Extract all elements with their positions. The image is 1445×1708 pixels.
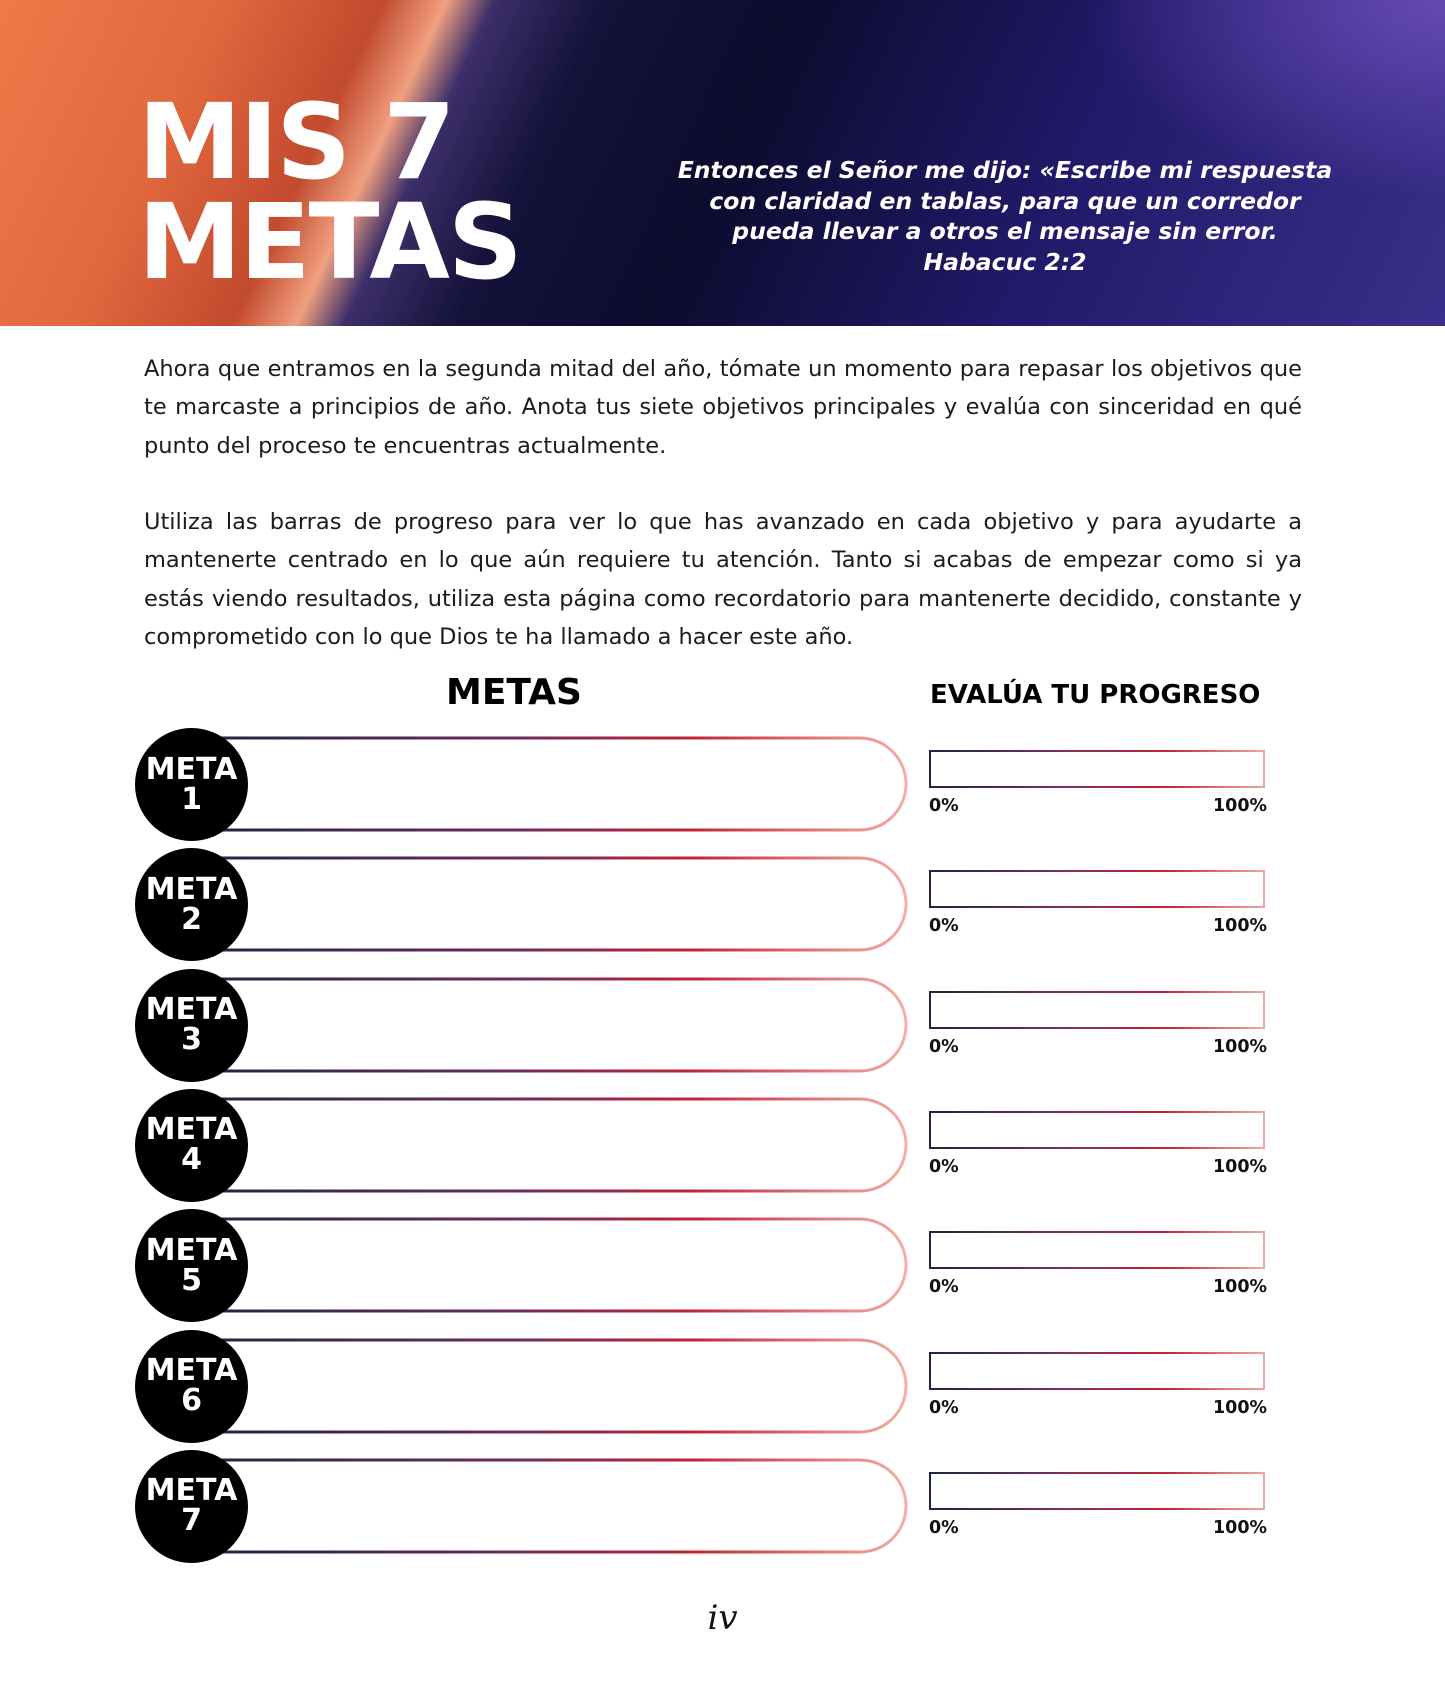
goal-badge-label: META xyxy=(145,1232,238,1268)
progress-column-heading: EVALÚA TU PROGRESO xyxy=(930,680,1261,710)
progress-max-label: 100% xyxy=(1213,1397,1268,1418)
progress-bar[interactable] xyxy=(929,1231,1265,1269)
progress-max-label: 100% xyxy=(1213,1517,1268,1538)
goal-badge-label: META xyxy=(145,751,238,787)
goal-badge-number: 2 xyxy=(181,901,202,937)
progress-bar[interactable] xyxy=(929,1472,1265,1510)
goal-badge xyxy=(135,1089,248,1202)
goal-badge-label: META xyxy=(145,1353,238,1388)
progress-bar[interactable] xyxy=(929,991,1265,1029)
goal-badge-number: 7 xyxy=(181,1503,202,1539)
goal-row xyxy=(130,848,1280,958)
scripture-quote xyxy=(640,155,1370,277)
goal-badge-number: 1 xyxy=(181,781,202,817)
progress-bar[interactable] xyxy=(929,1352,1265,1390)
goals-column-heading: METAS xyxy=(446,672,582,713)
goal-badge-label: META xyxy=(145,1473,238,1509)
progress-max-label: 100% xyxy=(1213,1036,1268,1057)
progress-max-label: 100% xyxy=(1213,1277,1268,1298)
goal-badge-label: META xyxy=(145,1112,238,1148)
goal-row xyxy=(130,1330,1280,1440)
page-number: iv xyxy=(707,1598,738,1638)
goal-badge-label: META xyxy=(145,992,238,1028)
title-line: MIS 7 xyxy=(138,81,454,203)
goal-badge xyxy=(135,728,248,841)
header-banner xyxy=(0,0,1445,326)
goal-badge-number: 5 xyxy=(181,1262,202,1298)
progress-min-label: 0% xyxy=(929,916,959,937)
goal-row xyxy=(130,1450,1280,1560)
quote-line: pueda llevar a otros el mensaje sin error. xyxy=(732,217,1278,245)
progress-min-label: 0% xyxy=(929,1277,959,1298)
quote-reference: Habacuc 2:2 xyxy=(923,247,1087,276)
goal-badge-number: 6 xyxy=(181,1383,202,1418)
goal-badge xyxy=(135,1450,248,1563)
quote-line: con claridad en tablas, para que un corredor xyxy=(709,186,1301,215)
goal-badge xyxy=(135,1330,248,1443)
goal-badge xyxy=(135,969,248,1082)
goal-badge-number: 3 xyxy=(181,1022,202,1058)
goal-badge-number: 4 xyxy=(181,1142,202,1178)
progress-bar[interactable] xyxy=(929,1111,1265,1149)
instructions-paragraph: Utiliza las barras de progreso para ver lo que has avanzado en cada objetivo y para ayudarte a mantenerte centrado en lo que aún requiere tu atención. Tanto si acabas de empezar como si ya estás viendo resultados, utiliza esta página como recordatorio para mantenerte decidido, constante y comprometido con lo que Dios te ha llamado a hacer este año. xyxy=(144,509,1302,650)
title-line: METAS xyxy=(138,181,521,303)
goal-row xyxy=(130,1089,1280,1199)
goal-badge xyxy=(135,848,248,961)
progress-min-label: 0% xyxy=(929,1036,959,1057)
progress-max-label: 100% xyxy=(1213,796,1268,816)
goal-row xyxy=(130,969,1280,1079)
goal-badge-label: META xyxy=(145,871,238,907)
intro-paragraph: Ahora que entramos en la segunda mitad del año, tómate un momento para repasar los objetivos que te marcaste a principios de año. Anota tus siete objetivos principales y evalúa con sinceridad en qué punto del proceso te encuentras actualmente. xyxy=(144,356,1302,459)
goal-badge xyxy=(135,1209,248,1322)
progress-min-label: 0% xyxy=(929,1397,959,1418)
progress-min-label: 0% xyxy=(929,1156,959,1177)
progress-bar[interactable] xyxy=(929,750,1265,788)
progress-bar[interactable] xyxy=(929,870,1265,908)
goal-row xyxy=(130,728,1280,838)
page-title xyxy=(138,81,521,303)
goal-row xyxy=(130,1209,1280,1319)
quote-line: Entonces el Señor me dijo: «Escribe mi respuesta xyxy=(677,156,1333,184)
progress-min-label: 0% xyxy=(929,1517,959,1538)
progress-max-label: 100% xyxy=(1213,1156,1268,1177)
progress-min-label: 0% xyxy=(929,796,959,816)
progress-max-label: 100% xyxy=(1213,916,1268,937)
